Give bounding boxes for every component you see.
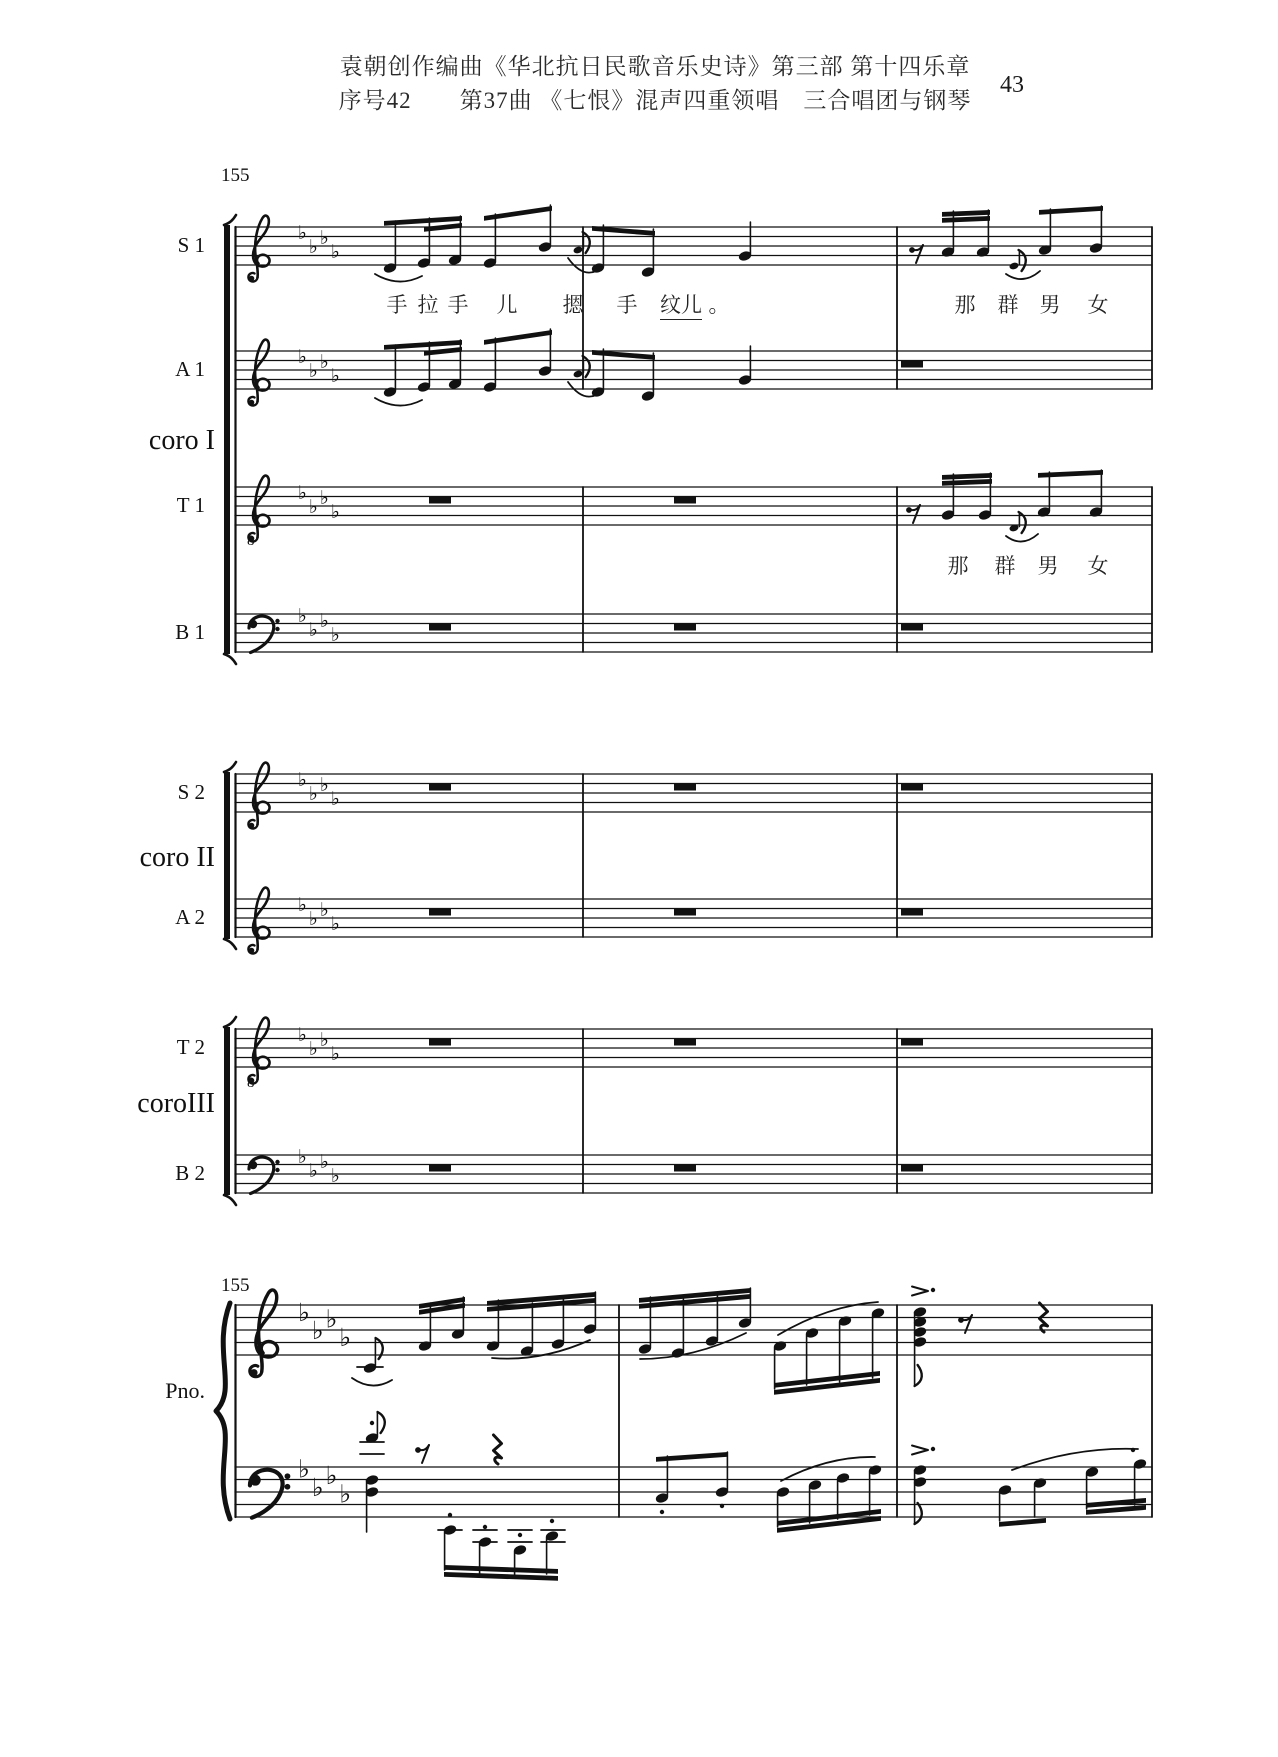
svg-text:♭: ♭ [320,610,329,632]
svg-text:♭: ♭ [298,894,307,916]
lyric-syllable: 手 [447,293,469,317]
svg-text:♭: ♭ [320,1151,329,1173]
group-label-coro3: coroIII [137,1088,215,1119]
svg-text:♭: ♭ [298,222,307,244]
staff-a2 [235,888,1152,954]
group-brackets [224,215,236,1205]
page-number: 43 [1000,72,1024,98]
lyric-syllable: 群 [997,293,1019,317]
svg-text:♭: ♭ [320,487,329,509]
staff-label-b2: B 2 [175,1161,205,1185]
staff-a1 [235,329,1152,406]
svg-text:♭: ♭ [331,241,340,263]
svg-text:♭: ♭ [331,501,340,523]
staff-label-a1: A 1 [175,357,205,381]
svg-text:♭: ♭ [320,774,329,796]
svg-text:♭: ♭ [331,1165,340,1187]
svg-text:♭: ♭ [320,1029,329,1051]
group-label-coro2: coro II [139,842,215,873]
lyric-syllable: 手 [616,293,638,317]
lyric-syllable: 女 [1087,554,1109,578]
svg-text:♭: ♭ [298,346,307,368]
svg-text:♭: ♭ [298,482,307,504]
svg-text:♭: ♭ [325,1304,338,1334]
lyric-syllable: 男 [1039,293,1061,317]
header-title-line1: 袁朝创作编曲《华北抗日民歌音乐史诗》第三部 第十四乐章 [339,54,971,79]
svg-text:♭: ♭ [309,236,318,258]
svg-text:♭: ♭ [298,1297,310,1327]
svg-text:♭: ♭ [309,1160,318,1182]
lyric-syllable: 手 [386,293,408,317]
svg-text:♭: ♭ [331,1043,340,1065]
staff-piano-rh [235,1287,1152,1395]
staff-label-s1: S 1 [177,233,205,257]
staff-t2 [235,1018,1152,1091]
svg-text:♭: ♭ [331,788,340,810]
svg-text:♭: ♭ [320,227,329,249]
lyric-syllable: 群 [994,554,1016,578]
svg-text:♭: ♭ [309,783,318,805]
svg-text:♭: ♭ [311,1472,324,1502]
lyric-syllable: 。 [708,293,730,317]
svg-text:♭: ♭ [325,1461,338,1491]
staff-label-t1: T 1 [176,493,205,517]
lyric-syllable: 那 [947,554,969,578]
header-title-line2: 序号42 第37曲 《七恨》混声四重领唱 三合唱团与钢琴 [338,88,972,113]
barlines [236,227,1153,1517]
svg-text:♭: ♭ [331,624,340,646]
piano-brace [216,1303,230,1519]
staff-label-s2: S 2 [177,780,205,804]
svg-text:♭: ♭ [339,1322,352,1352]
lyric-syllable: 拉 [417,293,439,317]
svg-text:♭: ♭ [298,605,307,627]
svg-text:♭: ♭ [309,908,318,930]
lyric-syllable: 女 [1087,293,1109,317]
svg-text:♭: ♭ [320,899,329,921]
svg-text:♭: ♭ [309,619,318,641]
svg-text:♭: ♭ [298,1146,307,1168]
svg-text:♭: ♭ [309,496,318,518]
lyric-syllable: 纹儿 [660,289,702,320]
lyric-syllable: 男 [1037,554,1059,578]
svg-text:8: 8 [247,533,255,549]
measure-number-piano: 155 [221,1275,250,1296]
lyric-syllable: 摁 [562,293,584,317]
staff-b1 [235,605,1152,653]
svg-text:8: 8 [247,1075,255,1091]
svg-text:♭: ♭ [331,913,340,935]
staff-b2 [235,1146,1152,1194]
piano-label: Pno. [165,1378,205,1403]
measure-number-top: 155 [221,165,250,186]
staff-label-b1: B 1 [175,620,205,644]
staff-piano-lh [235,1412,1152,1581]
svg-text:♭: ♭ [309,1038,318,1060]
svg-text:♭: ♭ [309,360,318,382]
svg-text:♭: ♭ [311,1316,324,1346]
svg-text:♭: ♭ [298,1454,310,1484]
svg-text:♭: ♭ [298,1024,307,1046]
staff-label-t2: T 2 [176,1035,205,1059]
svg-text:♭: ♭ [331,365,340,387]
staff-s2 [235,763,1152,829]
lyric-syllable: 那 [954,293,976,317]
staff-label-a2: A 2 [175,905,205,929]
svg-text:♭: ♭ [339,1479,352,1509]
staff-t1 [235,470,1152,549]
svg-text:♭: ♭ [298,769,307,791]
group-label-coro1: coro I [148,425,215,456]
svg-text:♭: ♭ [320,351,329,373]
staff-s1 [235,205,1152,282]
lyric-syllable: 儿 [496,293,518,317]
